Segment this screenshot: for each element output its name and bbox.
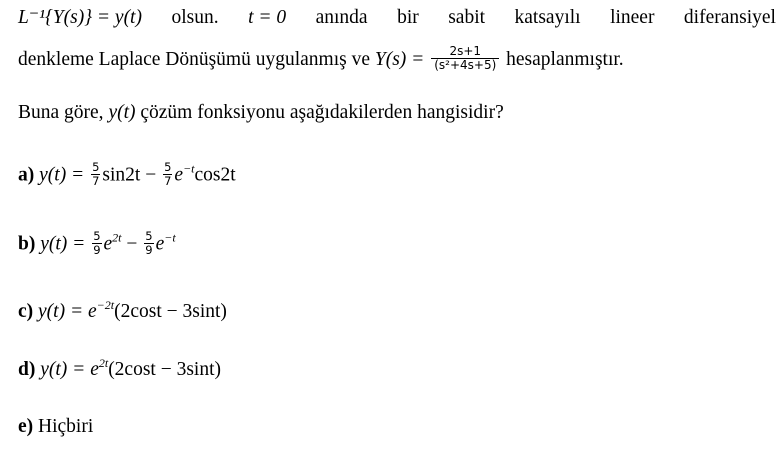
option-lhs: y(t) =: [40, 233, 86, 255]
option-base: e: [155, 233, 165, 255]
option-base: e: [103, 233, 113, 255]
option-exponent: 2t: [98, 356, 109, 370]
fraction-numerator: 5: [164, 160, 172, 174]
fraction-numerator: 2s+1: [431, 45, 499, 59]
question-text: denkleme Laplace Dönüşümü uygulanmış ve: [18, 49, 370, 71]
option-base: e: [90, 359, 99, 380]
option-c[interactable]: [18, 300, 227, 324]
question-line-1: [18, 6, 776, 30]
fraction-denominator: 9: [93, 242, 101, 257]
option-label: e): [18, 416, 34, 437]
option-term: (2cost − 3sint): [114, 301, 227, 322]
fraction-denominator: 7: [164, 173, 172, 188]
question-word: diferansiyel: [683, 7, 776, 28]
option-label: a): [18, 164, 35, 186]
option-lhs: y(t) =: [40, 359, 86, 380]
option-base: e: [88, 301, 97, 322]
ys-expression: Y(s) =: [374, 49, 425, 71]
question-line-3: [18, 101, 504, 125]
question-line-2: [18, 44, 624, 74]
option-term: sin2t −: [102, 164, 157, 186]
option-fraction: [163, 161, 172, 187]
initial-time-expression: t = 0: [248, 7, 287, 28]
question-word: bir: [397, 7, 419, 28]
option-exponent: −2t: [96, 298, 115, 312]
fraction-denominator: (s²+4s+5): [434, 58, 497, 73]
inverse-laplace-expression: L⁻¹{Y(s)} = y(t): [18, 7, 142, 28]
option-fraction: [144, 230, 153, 256]
question-text: Buna göre,: [18, 102, 104, 123]
option-lhs: y(t) =: [38, 301, 84, 322]
option-label: b): [18, 233, 36, 255]
fraction-denominator: 7: [92, 173, 100, 188]
fraction-denominator: 9: [145, 242, 153, 257]
option-e[interactable]: [18, 415, 93, 439]
option-minus: −: [126, 233, 138, 255]
option-exponent: −t: [183, 161, 195, 176]
option-label: d): [18, 359, 36, 380]
fraction-numerator: 5: [93, 229, 101, 243]
option-term: cos2t: [194, 164, 236, 186]
question-text: çözüm fonksiyonu aşağıdakilerden hangisidir?: [140, 102, 504, 123]
option-a[interactable]: [18, 160, 236, 189]
option-fraction: [92, 230, 101, 256]
fraction-numerator: 5: [145, 229, 153, 243]
question-word: anında: [315, 7, 368, 28]
question-word: olsun.: [171, 7, 219, 28]
question-word: lineer: [610, 7, 655, 28]
option-b[interactable]: [18, 229, 176, 258]
transfer-fraction: [431, 45, 499, 72]
option-base: e: [174, 164, 184, 186]
option-d[interactable]: [18, 358, 221, 382]
fraction-numerator: 5: [92, 160, 100, 174]
option-text: Hiçbiri: [38, 416, 94, 437]
option-label: c): [18, 301, 34, 322]
option-exponent: −t: [164, 230, 176, 245]
question-word: sabit: [448, 7, 486, 28]
question-word: katsayılı: [514, 7, 581, 28]
option-lhs: y(t) =: [39, 164, 85, 186]
option-term: (2cost − 3sint): [108, 359, 222, 380]
yt-expression: y(t): [108, 102, 136, 123]
question-text: hesaplanmıştır.: [506, 49, 624, 71]
option-fraction: [91, 161, 100, 187]
option-exponent: 2t: [112, 230, 122, 245]
